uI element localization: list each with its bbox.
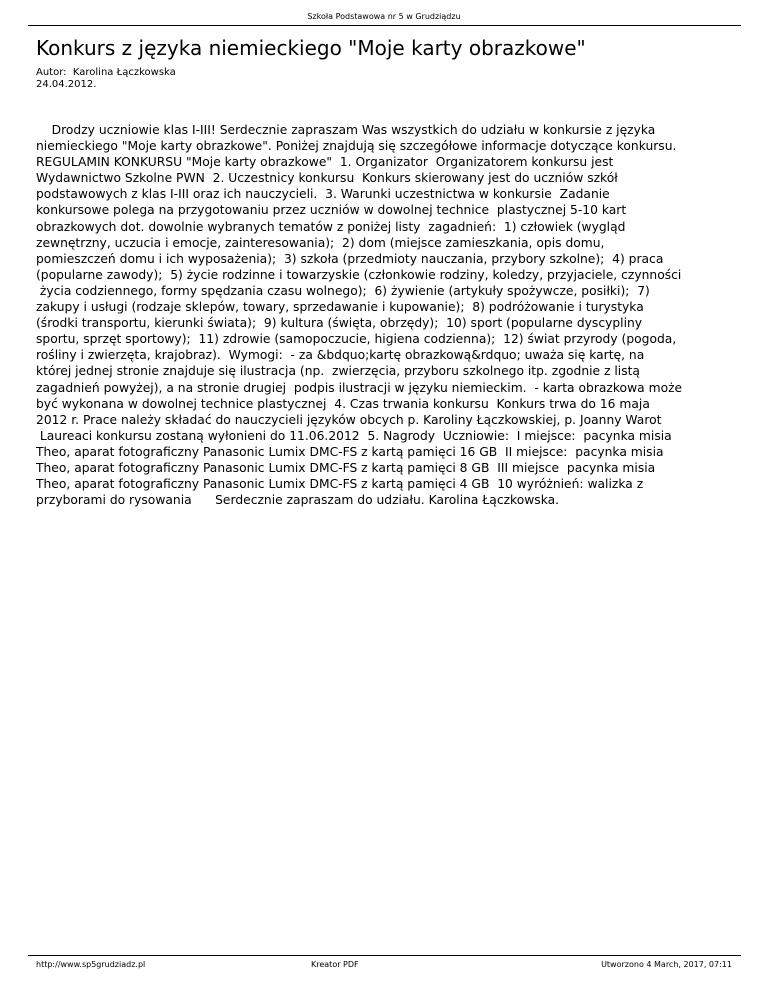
footer-created-date: Utworzono 4 March, 2017, 07:11 bbox=[601, 960, 732, 969]
body-line: rośliny i zwierzęta, krajobraz). Wymogi: - za &bdquo;kartę obrazkową&rdquo; uważa się kartę, na bbox=[36, 348, 645, 363]
body-line: Wydawnictwo Szkolne PWN 2. Uczestnicy konkursu Konkurs skierowany jest do uczniów szkół bbox=[36, 171, 618, 186]
body-line: zewnętrzny, uczucia i emocje, zainteresowania); 2) dom (miejsce zamieszkania, opis domu, bbox=[36, 235, 605, 250]
body-line: REGULAMIN KONKURSU "Moje karty obrazkowe" 1. Organizator Organizatorem konkursu jest bbox=[36, 155, 614, 170]
body-line: zakupy i usługi (rodzaje sklepów, towary, sprzedawanie i kupowanie); 8) podróżowanie i turystyka bbox=[36, 300, 644, 315]
article-date: 24.04.2012. bbox=[36, 79, 97, 90]
article-title: Konkurs z języka niemieckiego "Moje karty obrazkowe" bbox=[36, 36, 586, 60]
header-divider bbox=[28, 25, 741, 26]
page-header-school: Szkoła Podstawowa nr 5 w Grudziądzu bbox=[307, 12, 461, 21]
body-line: przyborami do rysowania Serdecznie zapraszam do udziału. Karolina Łączkowska. bbox=[36, 493, 560, 508]
body-line: pomieszczeń domu i ich wyposażenia); 3) szkoła (przedmioty nauczania, przybory szkolne); 4) praca bbox=[36, 251, 664, 266]
body-line: podstawowych z klas I-III oraz ich nauczycieli. 3. Warunki uczestnictwa w konkursie Zadanie bbox=[36, 187, 610, 202]
footer-divider bbox=[28, 955, 741, 956]
body-line: Drodzy uczniowie klas I-III! Serdecznie zapraszam Was wszystkich do udziału w konkursie z języka bbox=[36, 123, 656, 137]
body-line: niemieckiego "Moje karty obrazkowe". Poniżej znajdują się szczegółowe informacje dotyczące konkursu. bbox=[36, 139, 677, 154]
body-line: (popularne zawody); 5) życie rodzinne i towarzyskie (członkowie rodziny, koledzy, przyjaciele, czynności bbox=[36, 267, 682, 282]
body-line: Theo, aparat fotograficzny Panasonic Lumix DMC-FS z kartą pamięci 8 GB III miejsce pacynka misia bbox=[36, 460, 656, 475]
body-line: Theo, aparat fotograficzny Panasonic Lumix DMC-FS z kartą pamięci 16 GB II miejsce: pacynka misia bbox=[36, 444, 664, 459]
body-line: obrazkowych dot. dowolnie wybranych tematów z poniżej listy zagadnień: 1) człowiek (wygląd bbox=[36, 219, 626, 234]
article-meta bbox=[36, 67, 176, 91]
body-line: zagadnień powyżej), a na stronie drugiej podpis ilustracji w języku niemieckim. - karta obrazkowa może bbox=[36, 380, 683, 395]
body-line: Theo, aparat fotograficzny Panasonic Lumix DMC-FS z kartą pamięci 4 GB 10 wyróżnień: walizka z bbox=[36, 477, 644, 492]
body-line: sportu, sprzęt sportowy); 11) zdrowie (samopoczucie, higiena codzienna); 12) świat przyrody (pogoda, bbox=[36, 332, 677, 347]
author-line: Autor: Karolina Łączkowska bbox=[36, 67, 176, 78]
body-line: 2012 r. Prace należy składać do nauczycieli języków obcych p. Karoliny Łączkowskiej, p. Joanny Warot bbox=[36, 412, 662, 427]
article-body bbox=[36, 122, 736, 508]
body-line: (środki transportu, kierunki świata); 9) kultura (święta, obrzędy); 10) sport (popularne dyscypliny bbox=[36, 316, 643, 331]
body-line: życia codziennego, formy spędzania czasu wolnego); 6) żywienie (artykuły spożywcze, posiłki); 7) bbox=[36, 283, 650, 298]
body-line: być wykonana w dowolnej technice plastycznej 4. Czas trwania konkursu Konkurs trwa do 16 maja bbox=[36, 396, 650, 411]
footer-url-link[interactable]: http://www.sp5grudziadz.pl bbox=[36, 960, 146, 969]
body-line: której jednej stronie znajduje się ilustracja (np. zwierzęcia, przyboru szkolnego itp. zgodnie z listą bbox=[36, 364, 640, 379]
body-line: konkursowe polega na przygotowaniu przez uczniów w dowolnej technice plastycznej 5-10 kart bbox=[36, 203, 627, 218]
body-line: Laureaci konkursu zostaną wyłonieni do 11.06.2012 5. Nagrody Uczniowie: I miejsce: pacynka misia bbox=[36, 428, 672, 443]
footer-generator: Kreator PDF bbox=[311, 960, 359, 969]
